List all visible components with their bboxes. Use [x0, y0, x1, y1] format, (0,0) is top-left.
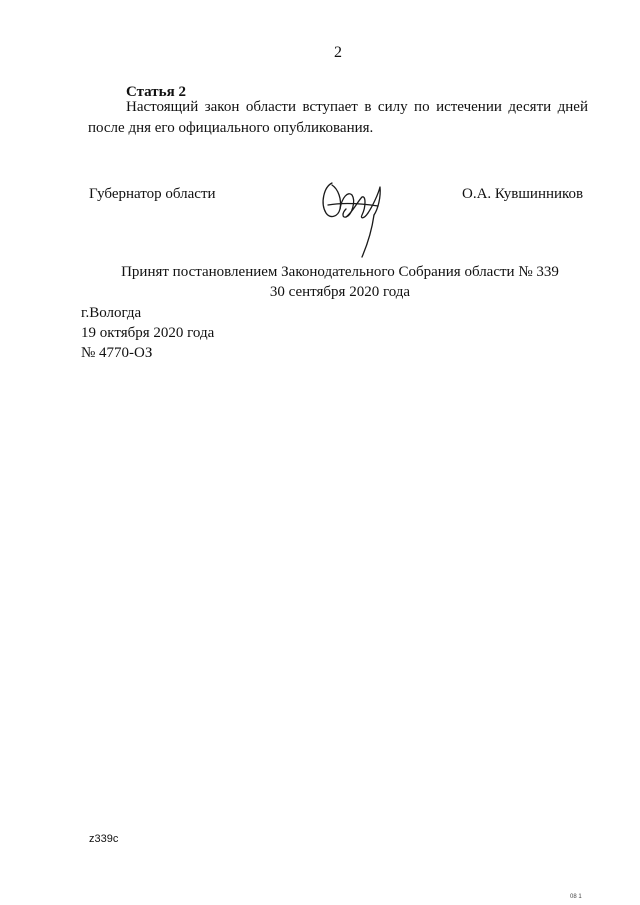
article-body-line-1: Настоящий закон области вступает в силу по истечении десяти дней: [126, 99, 588, 115]
adoption-line-1: Принят постановлением Законодательного Собрания области № 339: [121, 264, 559, 280]
city: г.Вологда: [81, 305, 142, 321]
signing-date: 19 октября 2020 года: [81, 325, 215, 341]
law-number: № 4770-ОЗ: [81, 345, 153, 361]
article-body-line-2: после дня его официального опубликования.: [88, 120, 374, 136]
handwritten-signature: [318, 173, 390, 265]
adoption-info: [0, 262, 640, 302]
document-code: z339c: [89, 833, 119, 845]
article-body: [88, 97, 588, 139]
scan-mark: 08 1: [570, 894, 582, 900]
place-date-number: [81, 303, 214, 363]
adoption-date: 30 сентября 2020 года: [269, 284, 411, 300]
governor-name: О.А. Кувшинников: [462, 186, 584, 202]
page-number: 2: [334, 44, 342, 61]
article-title: Статья 2: [126, 84, 186, 100]
governor-title: Губернатор области: [89, 186, 216, 202]
